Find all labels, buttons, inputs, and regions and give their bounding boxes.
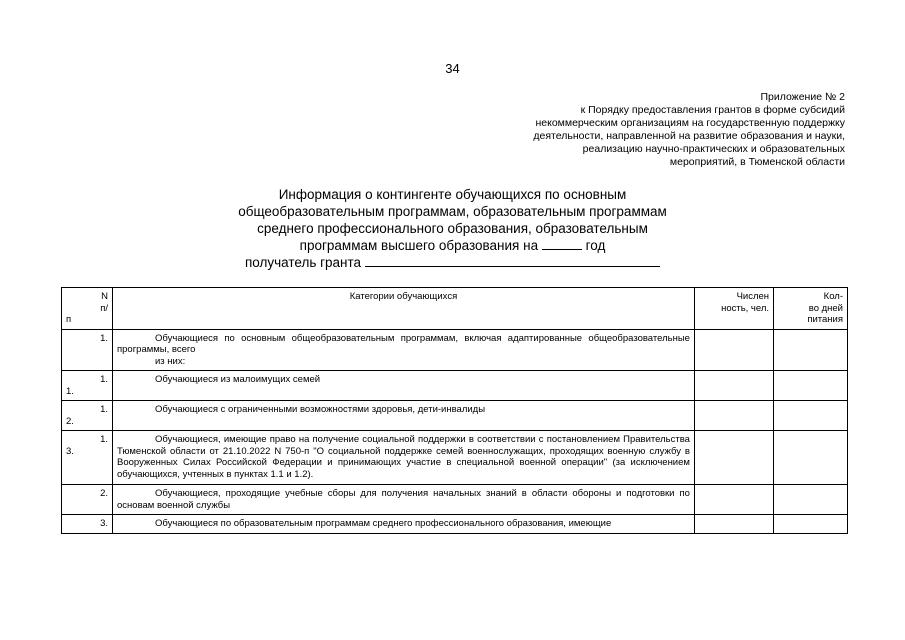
row-number-bottom: 1. <box>66 385 74 397</box>
row-days-cell[interactable] <box>774 371 848 401</box>
row-number-top: 1. <box>100 434 108 445</box>
row-category <box>113 371 695 401</box>
row-number <box>62 371 113 401</box>
header-number-bottom: п <box>66 314 72 325</box>
appendix-block <box>533 91 845 169</box>
row-number <box>62 431 113 485</box>
table-row <box>62 515 848 534</box>
title-line: среднего профессионального образования, образовательным <box>257 221 648 236</box>
year-blank <box>542 248 582 250</box>
row-category <box>113 485 695 515</box>
table-header-row <box>62 288 848 330</box>
appendix-line: некоммерческим организациям на государственную поддержку <box>535 117 845 129</box>
appendix-line: Приложение № 2 <box>760 91 845 103</box>
header-days-line: во дней <box>808 302 843 314</box>
recipient-line <box>0 254 905 271</box>
table-row <box>62 329 848 371</box>
table-row <box>62 485 848 515</box>
row-number-top: 1. <box>100 332 108 344</box>
row-count-cell[interactable] <box>694 371 773 401</box>
row-count-cell[interactable] <box>694 401 773 431</box>
row-category-text: Обучающиеся с ограниченными возможностями здоровья, дети-инвалиды <box>155 404 486 415</box>
row-count-cell[interactable] <box>694 329 773 371</box>
header-count <box>694 288 773 330</box>
row-number-top: 2. <box>100 488 108 499</box>
recipient-label: получатель гранта <box>244 255 362 270</box>
appendix-line: деятельности, направленной на развитие образования и науки, <box>533 130 845 142</box>
row-category-text: Обучающиеся по образовательным программам среднего профессионального образования, имеющие <box>155 518 612 529</box>
title-text: год <box>585 238 606 253</box>
row-number <box>62 515 113 534</box>
row-days-cell[interactable] <box>774 431 848 485</box>
row-number-top: 1. <box>100 404 108 415</box>
page-number: 34 <box>445 61 460 76</box>
row-category-text: Обучающиеся по основным общеобразовательным программам, включая адаптированные общеобразовательные программы, всего <box>117 332 690 355</box>
row-category <box>113 431 695 485</box>
appendix-line: к Порядку предоставления грантов в форме субсидий <box>580 104 845 116</box>
header-number-top: N <box>101 291 108 302</box>
header-number-mid: п/ <box>100 302 108 314</box>
table-row <box>62 431 848 485</box>
title-line <box>0 237 905 254</box>
table-row <box>62 371 848 401</box>
row-days-cell[interactable] <box>774 329 848 371</box>
recipient-blank <box>365 265 660 267</box>
header-count-line: ность, чел. <box>721 302 770 314</box>
row-days-cell[interactable] <box>774 515 848 534</box>
row-days-cell[interactable] <box>774 485 848 515</box>
appendix-line: мероприятий, в Тюменской области <box>669 156 845 168</box>
row-number <box>62 329 113 371</box>
row-category-text: Обучающиеся из малоимущих семей <box>155 374 321 385</box>
document-title <box>0 186 905 271</box>
row-number-bottom: 3. <box>66 445 74 457</box>
header-number <box>62 288 113 330</box>
row-category-sub: из них: <box>155 355 186 367</box>
row-category-text: Обучающиеся, имеющие право на получение социальной поддержки в соответствии с постановлением Правительства Тюменской области от 21.10.2022 N 750-п "О социальной поддержке семей военнослужащих, проходящих военную службу в Вооруженных Силах Российской Федерации и принимающих участие в специальной военной операции" (за исключением обучающихся, учтенных в пунктах 1.1 и 1.2). <box>117 434 690 480</box>
row-number-top: 3. <box>100 518 108 529</box>
row-count-cell[interactable] <box>694 431 773 485</box>
header-days-line: Кол- <box>823 291 843 302</box>
table-row <box>62 401 848 431</box>
row-days-cell[interactable] <box>774 401 848 431</box>
header-days <box>774 288 848 330</box>
row-number-top: 1. <box>100 374 108 385</box>
contingent-table <box>61 287 848 534</box>
header-days-line: питания <box>807 314 843 325</box>
title-line: общеобразовательным программам, образовательным программам <box>238 204 667 219</box>
header-count-line: Числен <box>736 291 770 302</box>
row-count-cell[interactable] <box>694 515 773 534</box>
row-category <box>113 515 695 534</box>
row-number-bottom: 2. <box>66 415 74 427</box>
row-number <box>62 401 113 431</box>
row-category <box>113 401 695 431</box>
row-category-text: Обучающиеся, проходящие учебные сборы для получения начальных знаний в области обороны и подготовки по основам военной службы <box>117 488 690 511</box>
title-line: Информация о контингенте обучающихся по основным <box>278 187 627 202</box>
row-number <box>62 485 113 515</box>
appendix-line: реализацию научно-практических и образовательных <box>582 143 845 155</box>
row-count-cell[interactable] <box>694 485 773 515</box>
header-category: Категории обучающихся <box>113 288 695 330</box>
title-text: программам высшего образования на <box>299 238 539 253</box>
row-category <box>113 329 695 371</box>
